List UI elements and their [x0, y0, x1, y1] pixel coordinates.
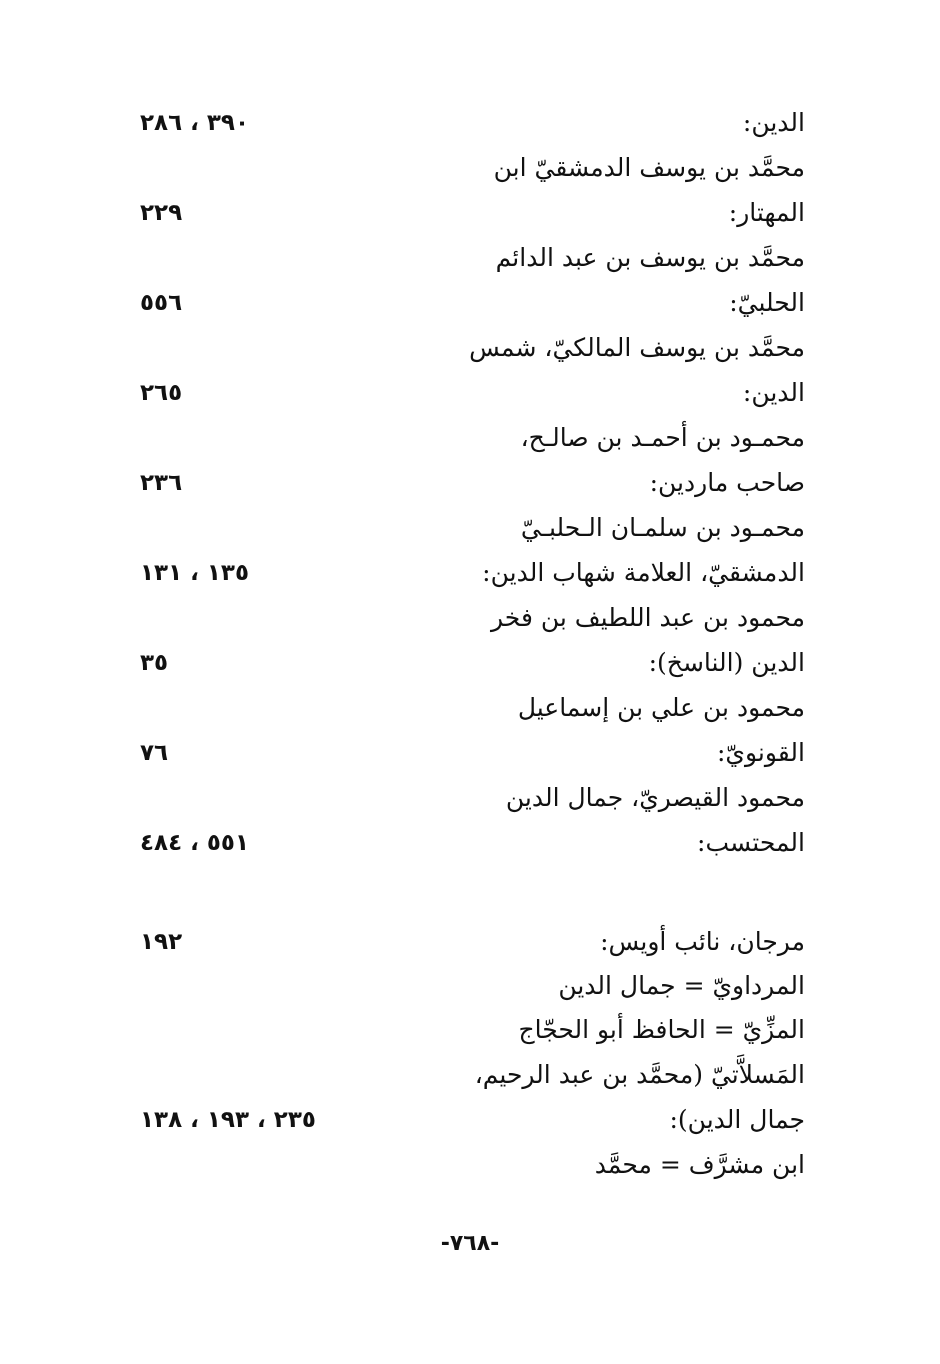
- page-number: -٧٦٨-: [440, 1231, 500, 1256]
- index-entry: [140, 283, 805, 323]
- entry-text: المهتار:: [728, 198, 805, 227]
- index-entry: [140, 966, 805, 1006]
- index-entry: [140, 373, 805, 413]
- index-entry: [140, 148, 805, 188]
- index-entry: [140, 328, 805, 368]
- entry-text: المزِّيّ = الحافظ أبو الحجّاج: [518, 1015, 805, 1044]
- entry-text: الحلبيّ:: [729, 288, 805, 317]
- entry-text: جمال الدين):: [669, 1105, 805, 1134]
- index-entry: [140, 1055, 805, 1095]
- entry-text: محمود بن عبد اللطيف بن فخر: [491, 603, 805, 632]
- index-entry: [140, 1100, 805, 1140]
- entry-page-refs: ٥٥٦: [140, 290, 183, 316]
- index-entry: [140, 1010, 805, 1050]
- entry-text: القونويّ:: [717, 738, 805, 767]
- index-entry: [140, 733, 805, 773]
- index-entry: [140, 778, 805, 818]
- entry-text: الدين:: [742, 378, 805, 407]
- entry-text: محمَّد بن يوسف بن عبد الدائم: [495, 243, 805, 272]
- index-entry: [140, 238, 805, 278]
- entry-text: المرداويّ = جمال الدين: [558, 971, 805, 1000]
- entry-page-refs: ٢٣٥ ، ١٩٣ ، ١٣٨: [140, 1107, 316, 1133]
- entry-text: الدين (الناسخ):: [648, 648, 805, 677]
- index-entry: [140, 598, 805, 638]
- index-entry: [140, 688, 805, 728]
- entry-page-refs: ٧٦: [140, 740, 169, 766]
- entry-text: محمَّد بن يوسف المالكيّ، شمس: [469, 333, 805, 362]
- index-entry: [140, 103, 805, 143]
- entry-page-refs: ٣٩٠ ، ٢٨٦: [140, 110, 250, 136]
- entry-text: المحتسب:: [697, 828, 805, 857]
- entry-text: محمـود بن أحمـد بن صالـح،: [520, 423, 805, 452]
- index-entry: [140, 643, 805, 683]
- entry-text: محمَّد بن يوسف الدمشقيّ ابن: [493, 153, 805, 182]
- index-entry: [140, 463, 805, 503]
- entry-page-refs: ٥٥١ ، ٤٨٤: [140, 830, 250, 856]
- entry-page-refs: ٣٥: [140, 650, 169, 676]
- index-entry: [140, 1145, 805, 1185]
- index-entry: [140, 508, 805, 548]
- index-entry: [140, 553, 805, 593]
- entry-page-refs: ١٣٥ ، ١٣١: [140, 560, 250, 586]
- entry-text: ابن مشرَّف = محمَّد: [594, 1150, 805, 1179]
- entry-page-refs: ٢٣٦: [140, 470, 183, 496]
- entry-page-refs: ٢٦٥: [140, 380, 183, 406]
- entry-text: المَسلاَّتيّ (محمَّد بن عبد الرحيم،: [474, 1060, 805, 1089]
- entry-text: الدمشقيّ، العلامة شهاب الدين:: [482, 558, 805, 587]
- index-entry: [140, 418, 805, 458]
- entry-text: محمود القيصريّ، جمال الدين: [505, 783, 805, 812]
- index-entry: [140, 922, 805, 962]
- entry-page-refs: ١٩٢: [140, 929, 183, 955]
- entry-text: الدين:: [742, 108, 805, 137]
- entry-page-refs: ٢٢٩: [140, 200, 183, 226]
- entry-text: محمـود بن سلمـان الـحلبـيّ: [520, 513, 805, 542]
- index-entry: [140, 193, 805, 233]
- index-entry: [140, 823, 805, 863]
- entry-text: محمود بن علي بن إسماعيل: [517, 693, 805, 722]
- entry-text: صاحب ماردين:: [649, 468, 805, 497]
- entry-text: مرجان، نائب أويس:: [600, 927, 805, 956]
